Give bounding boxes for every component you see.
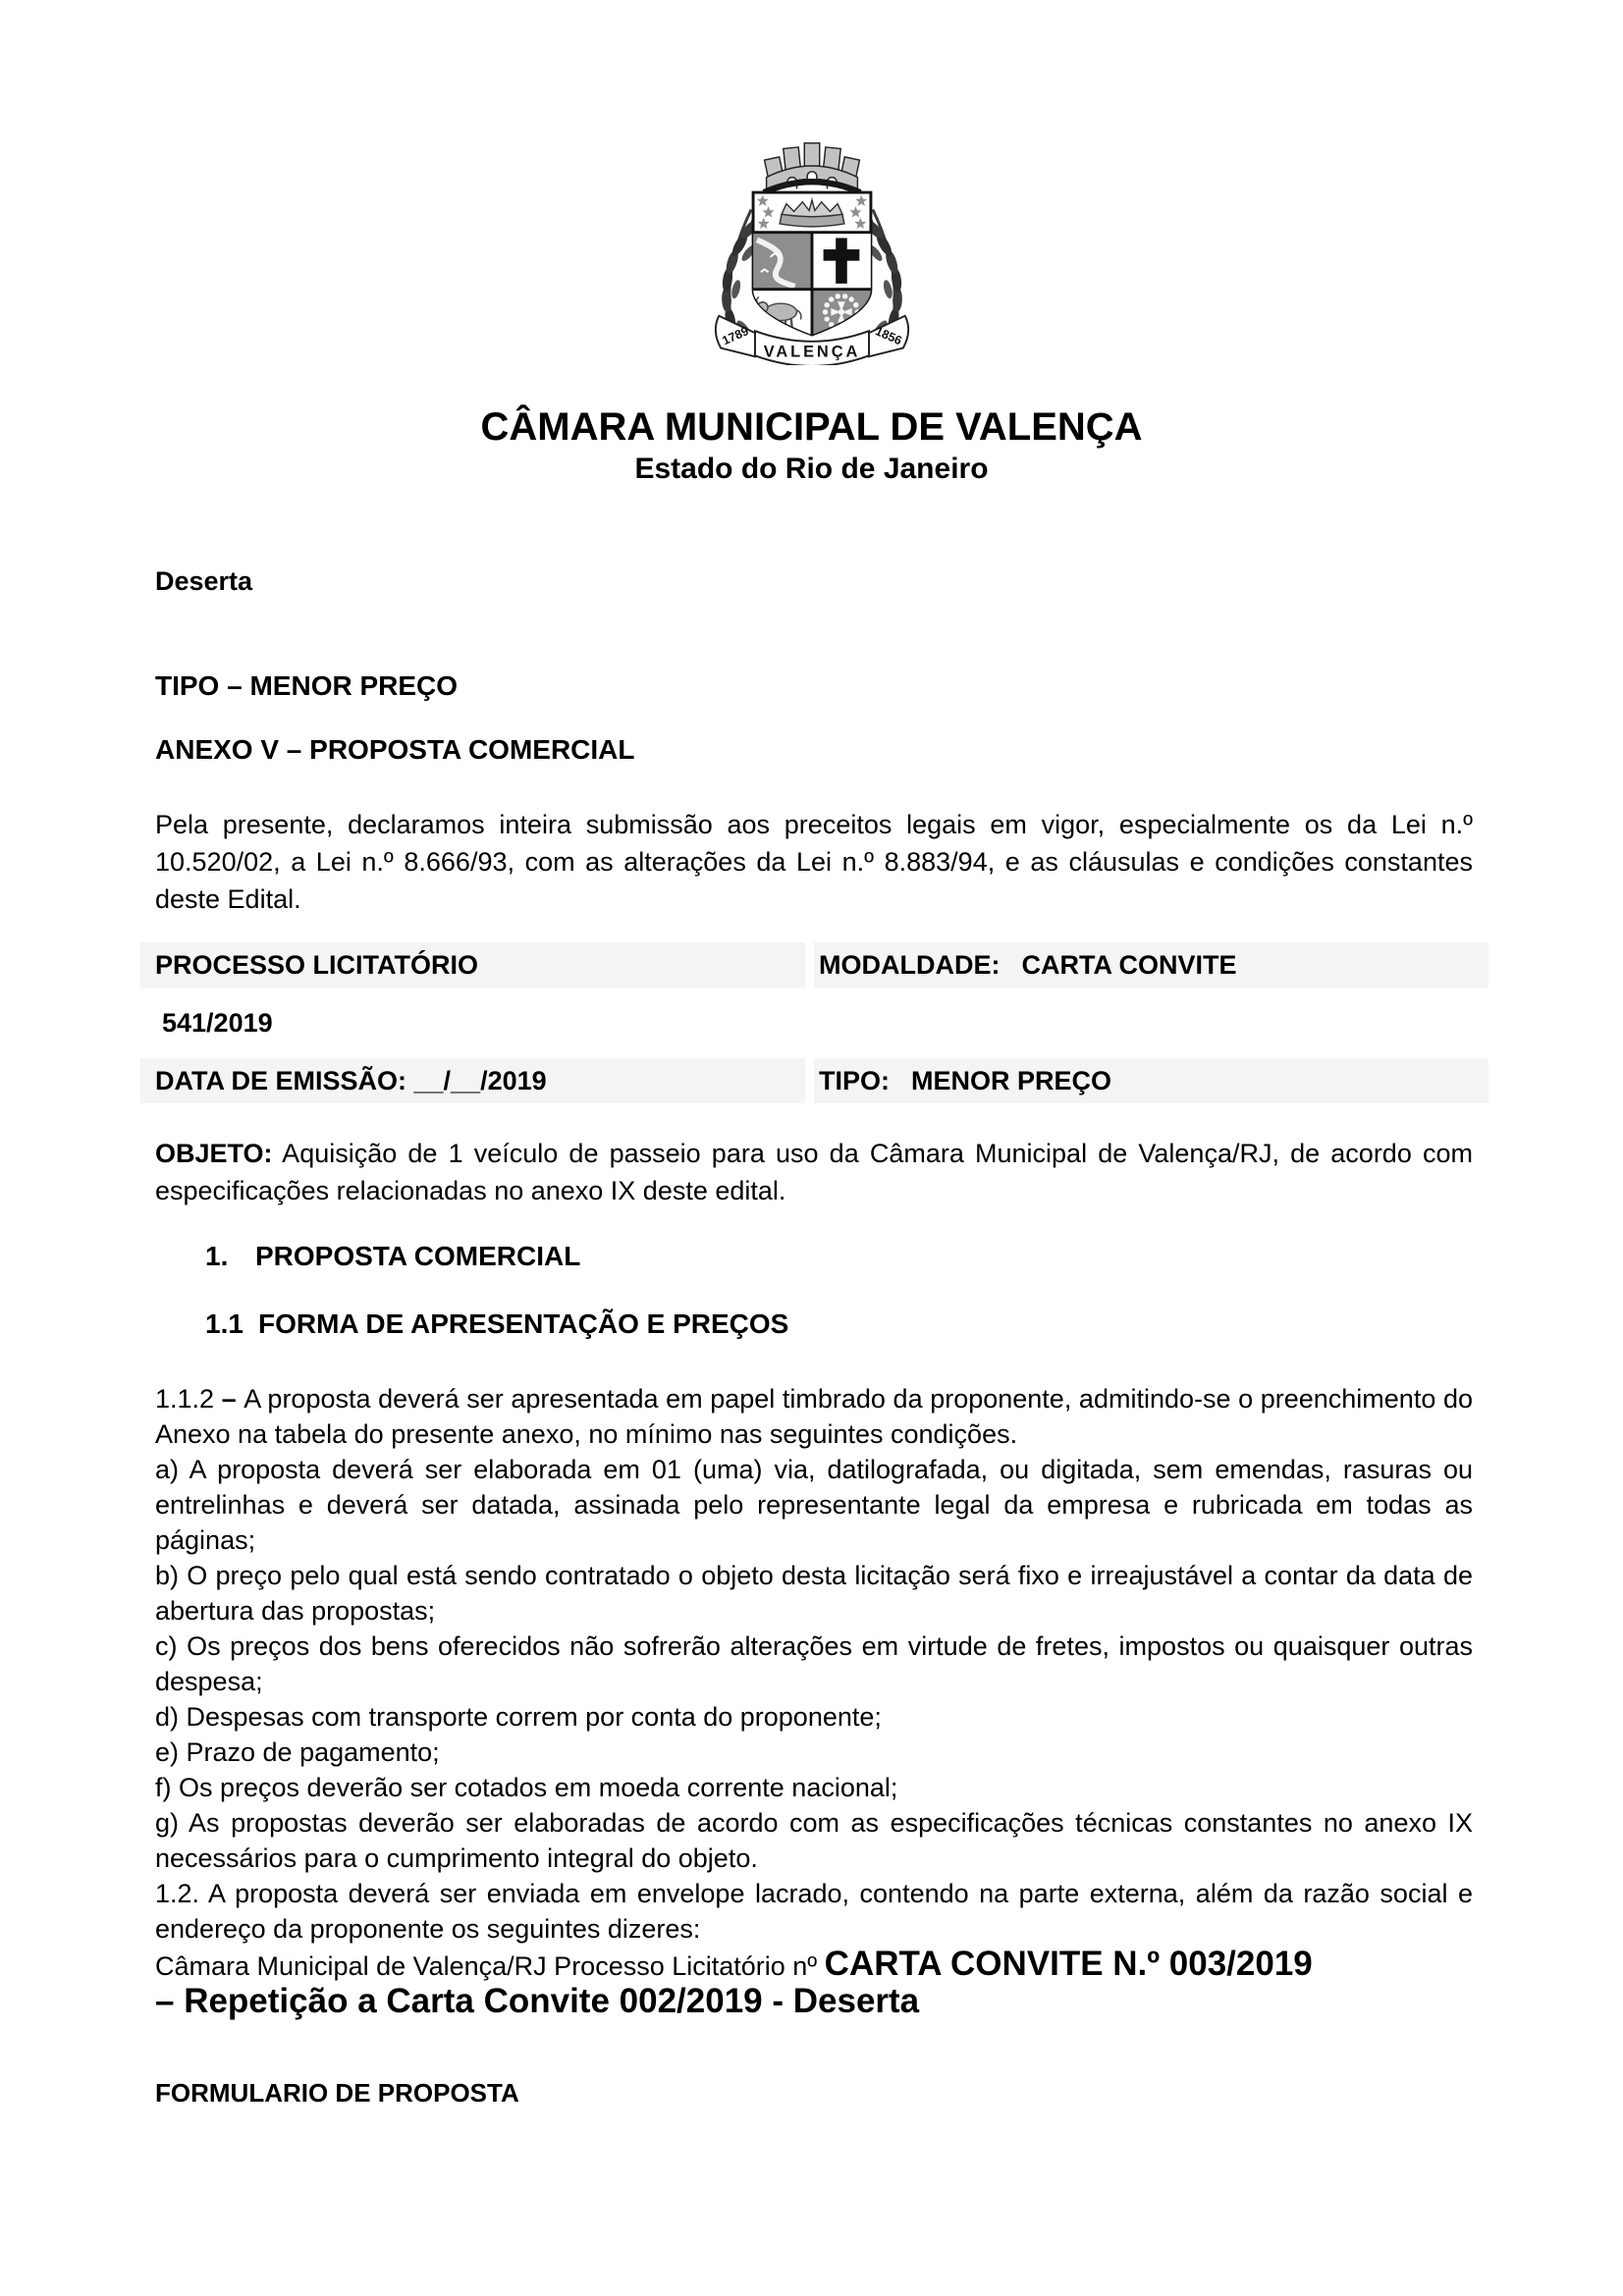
type-cell	[814, 1058, 1488, 1103]
ribbon-year-right: 1856	[872, 324, 904, 348]
coat-of-arms	[660, 137, 964, 370]
document-body	[0, 566, 1623, 2108]
clause-1-1-2: 1.1.2 – A proposta deverá ser apresentada em papel timbrado da proponente, admitindo-se o preenchimento do Anexo na tabela do presente anexo, no mínimo nas seguintes condições.	[155, 1384, 1473, 1449]
anexo-heading: ANEXO V – PROPOSTA COMERCIAL	[155, 734, 635, 765]
org-title: CÂMARA MUNICIPAL DE VALENÇA	[480, 405, 1143, 449]
org-subtitle: Estado do Rio de Janeiro	[634, 453, 989, 485]
modality-value: CARTA CONVITE	[1021, 949, 1237, 980]
item-e: e) Prazo de pagamento;	[155, 1737, 440, 1767]
quarter-bull	[753, 290, 812, 335]
coat-of-arms-graphic	[660, 137, 964, 365]
section-1-1-title: FORMA DE APRESENTAÇÃO E PREÇOS	[258, 1308, 789, 1339]
quarter-beaded-circle	[812, 290, 871, 335]
conditions-text	[155, 1381, 1473, 2021]
envelope-title-line2: – Repetição a Carta Convite 002/2019 - Deserta	[155, 1982, 920, 2020]
section-1-1-heading	[205, 1308, 1473, 1339]
type-value: MENOR PREÇO	[911, 1065, 1112, 1095]
status-line-deserta: Deserta	[155, 566, 253, 596]
envelope-inscription	[155, 1947, 1473, 2021]
shield	[753, 192, 871, 335]
emission-date-label: DATA DE EMISSÃO: __/__/2019	[140, 1058, 805, 1103]
ribbon-city-name: VALENÇA	[763, 343, 860, 361]
objeto-paragraph	[155, 1135, 1473, 1209]
item-b: b) O preço pelo qual está sendo contratado o objeto desta licitação será fixo e irreajustável a contar da data de abertura das propostas;	[155, 1561, 1473, 1626]
dash: –	[221, 1384, 244, 1414]
tipo-line: TIPO – MENOR PREÇO	[155, 670, 459, 701]
clause-1-2: 1.2. A proposta deverá ser enviada em envelope lacrado, contendo na parte externa, além da razão social e endereço da proponente os seguintes dizeres:	[155, 1879, 1473, 1944]
table-row-process	[140, 942, 1488, 988]
modality-cell	[814, 942, 1488, 988]
table-row-process-number	[140, 1000, 1488, 1045]
objeto-text: Aquisição de 1 veículo de passeio para uso da Câmara Municipal de Valença/RJ, de acordo com especificações relacionadas no anexo IX deste edital.	[155, 1139, 1473, 1205]
section-1-1-number: 1.1	[205, 1308, 243, 1339]
process-number-value: 541/2019	[162, 1007, 273, 1038]
mural-crown-icon	[762, 143, 861, 196]
section-1-title: PROPOSTA COMERCIAL	[255, 1241, 581, 1271]
quarter-river	[753, 233, 812, 290]
section-1-heading	[205, 1241, 1473, 1271]
item-d: d) Despesas com transporte correm por conta do proponente;	[155, 1702, 882, 1732]
intro-paragraph: Pela presente, declaramos inteira submissão aos preceitos legais em vigor, especialmente os da Lei n.º 10.520/02, a Lei n.º 8.666/93, com as alterações da Lei n.º 8.883/94, e as cláusulas e condições constantes deste Edital.	[155, 810, 1473, 914]
item-g: g) As propostas deverão ser elaboradas de acordo com as especificações técnicas constantes no anexo IX necessários para o cumprimento integral do objeto.	[155, 1808, 1473, 1873]
envelope-title-line1: CARTA CONVITE N.º 003/2019	[824, 1945, 1313, 1983]
item-f: f) Os preços deverão ser cotados em moeda corrente nacional;	[155, 1773, 898, 1802]
type-label: TIPO:	[819, 1065, 890, 1095]
objeto-label: OBJETO:	[155, 1139, 273, 1168]
process-table	[140, 942, 1488, 1103]
item-c: c) Os preços dos bens oferecidos não sofrerão alterações em virtude de fretes, impostos ou quaisquer outras despesa;	[155, 1631, 1473, 1696]
item-a: a) A proposta deverá ser elaborada em 01 (uma) via, datilografada, ou digitada, sem emendas, rasuras ou entrelinhas e deverá ser datada, assinada pelo representante legal da empresa e rubricada em todas as páginas;	[155, 1455, 1473, 1555]
envelope-prefix: Câmara Municipal de Valença/RJ Processo Licitatório nº	[155, 1951, 825, 1981]
form-section-label: FORMULARIO DE PROPOSTA	[155, 2078, 519, 2108]
empty-cell	[814, 1000, 1488, 1045]
modality-label: MODALDADE:	[819, 949, 1001, 980]
section-1-number: 1.	[205, 1241, 229, 1271]
table-row-emission	[140, 1058, 1488, 1103]
process-number-label: PROCESSO LICITATÓRIO	[140, 942, 805, 988]
ribbon-year-left: 1789	[719, 324, 751, 348]
quarter-cross	[812, 233, 871, 290]
